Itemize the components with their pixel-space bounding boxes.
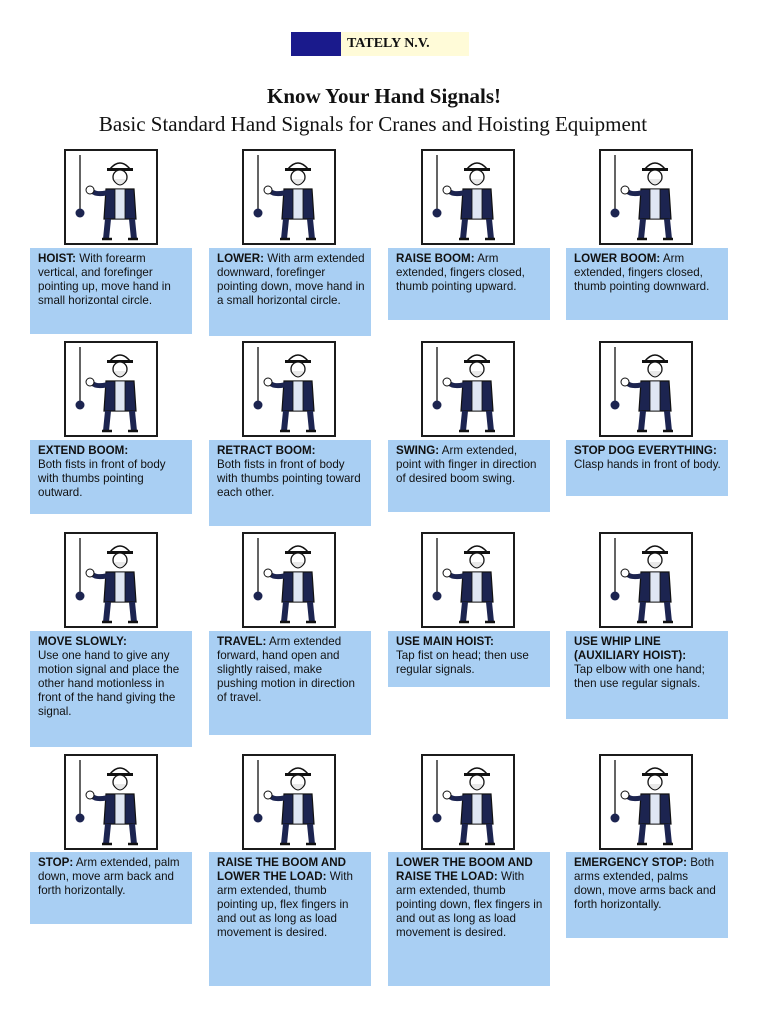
raise-boom-lower-load-signal-icon xyxy=(242,754,336,850)
signal-figure-illustration xyxy=(601,756,691,848)
signal-caption: LOWER THE BOOM AND RAISE THE LOAD: With arm extended, thumb pointing down, flex fingers in and out as long as load movement is desired. xyxy=(388,852,550,986)
emergency-stop-signal-icon xyxy=(599,754,693,850)
signal-caption: RAISE BOOM: Arm extended, fingers closed, thumb pointing upward. xyxy=(388,248,550,320)
signal-caption: STOP: Arm extended, palm down, move arm back and forth horizontally. xyxy=(30,852,192,924)
signal-figure-illustration xyxy=(423,756,513,848)
page-subtitle: Basic Standard Hand Signals for Cranes and Hoisting Equipment xyxy=(98,112,648,136)
signal-caption: LOWER: With arm extended downward, forefinger pointing down, move hand in a small horizontal circle. xyxy=(209,248,371,336)
signal-figure-illustration xyxy=(66,343,156,435)
signal-caption: MOVE SLOWLY: Use one hand to give any motion signal and place the other hand motionless in front of the hand giving the signal. xyxy=(30,631,192,747)
travel-signal-icon xyxy=(242,532,336,628)
signal-caption: STOP DOG EVERYTHING: Clasp hands in front of body. xyxy=(566,440,728,496)
stop-signal-icon xyxy=(64,754,158,850)
signal-figure-illustration xyxy=(244,534,334,626)
signal-figure-illustration xyxy=(423,343,513,435)
signal-figure-illustration xyxy=(423,534,513,626)
extend-boom-signal-icon xyxy=(64,341,158,437)
logo-mark xyxy=(291,32,341,56)
signal-caption: TRAVEL: Arm extended forward, hand open and slightly raised, make pushing motion in direction of travel. xyxy=(209,631,371,735)
signal-caption: LOWER BOOM: Arm extended, fingers closed, thumb pointing downward. xyxy=(566,248,728,320)
signal-figure-illustration xyxy=(66,756,156,848)
raise-boom-signal-icon xyxy=(421,149,515,245)
signal-caption: RETRACT BOOM: Both fists in front of body with thumbs pointing toward each other. xyxy=(209,440,371,526)
lower-signal-icon xyxy=(242,149,336,245)
signal-caption: EMERGENCY STOP: Both arms extended, palms down, move arms back and forth horizontally. xyxy=(566,852,728,938)
signal-figure-illustration xyxy=(601,343,691,435)
signal-figure-illustration xyxy=(66,151,156,243)
signal-figure-illustration xyxy=(244,756,334,848)
signal-figure-illustration xyxy=(244,151,334,243)
swing-signal-icon xyxy=(421,341,515,437)
signal-figure-illustration xyxy=(423,151,513,243)
signal-caption: RAISE THE BOOM AND LOWER THE LOAD: With arm extended, thumb pointing up, flex fingers in and out as long as load movement is desired. xyxy=(209,852,371,986)
signal-caption: USE MAIN HOIST: Tap fist on head; then use regular signals. xyxy=(388,631,550,687)
signal-caption: EXTEND BOOM: Both fists in front of body with thumbs pointing outward. xyxy=(30,440,192,514)
retract-boom-signal-icon xyxy=(242,341,336,437)
signal-figure-illustration xyxy=(244,343,334,435)
signal-figure-illustration xyxy=(66,534,156,626)
signal-caption: USE WHIP LINE (AUXILIARY HOIST): Tap elbow with one hand; then use regular signals. xyxy=(566,631,728,719)
move-slowly-signal-icon xyxy=(64,532,158,628)
page-title: Know Your Hand Signals! xyxy=(267,84,501,108)
signal-caption: HOIST: With forearm vertical, and forefinger pointing up, move hand in small horizontal circle. xyxy=(30,248,192,334)
hoist-signal-icon xyxy=(64,149,158,245)
use-main-hoist-signal-icon xyxy=(421,532,515,628)
logo-text: TATELY N.V. xyxy=(341,32,469,56)
stop-dog-signal-icon xyxy=(599,341,693,437)
signal-caption: SWING: Arm extended, point with finger in direction of desired boom swing. xyxy=(388,440,550,512)
signal-figure-illustration xyxy=(601,534,691,626)
signal-figure-illustration xyxy=(601,151,691,243)
lower-boom-raise-load-signal-icon xyxy=(421,754,515,850)
company-logo xyxy=(291,32,469,56)
use-whip-line-signal-icon xyxy=(599,532,693,628)
lower-boom-signal-icon xyxy=(599,149,693,245)
